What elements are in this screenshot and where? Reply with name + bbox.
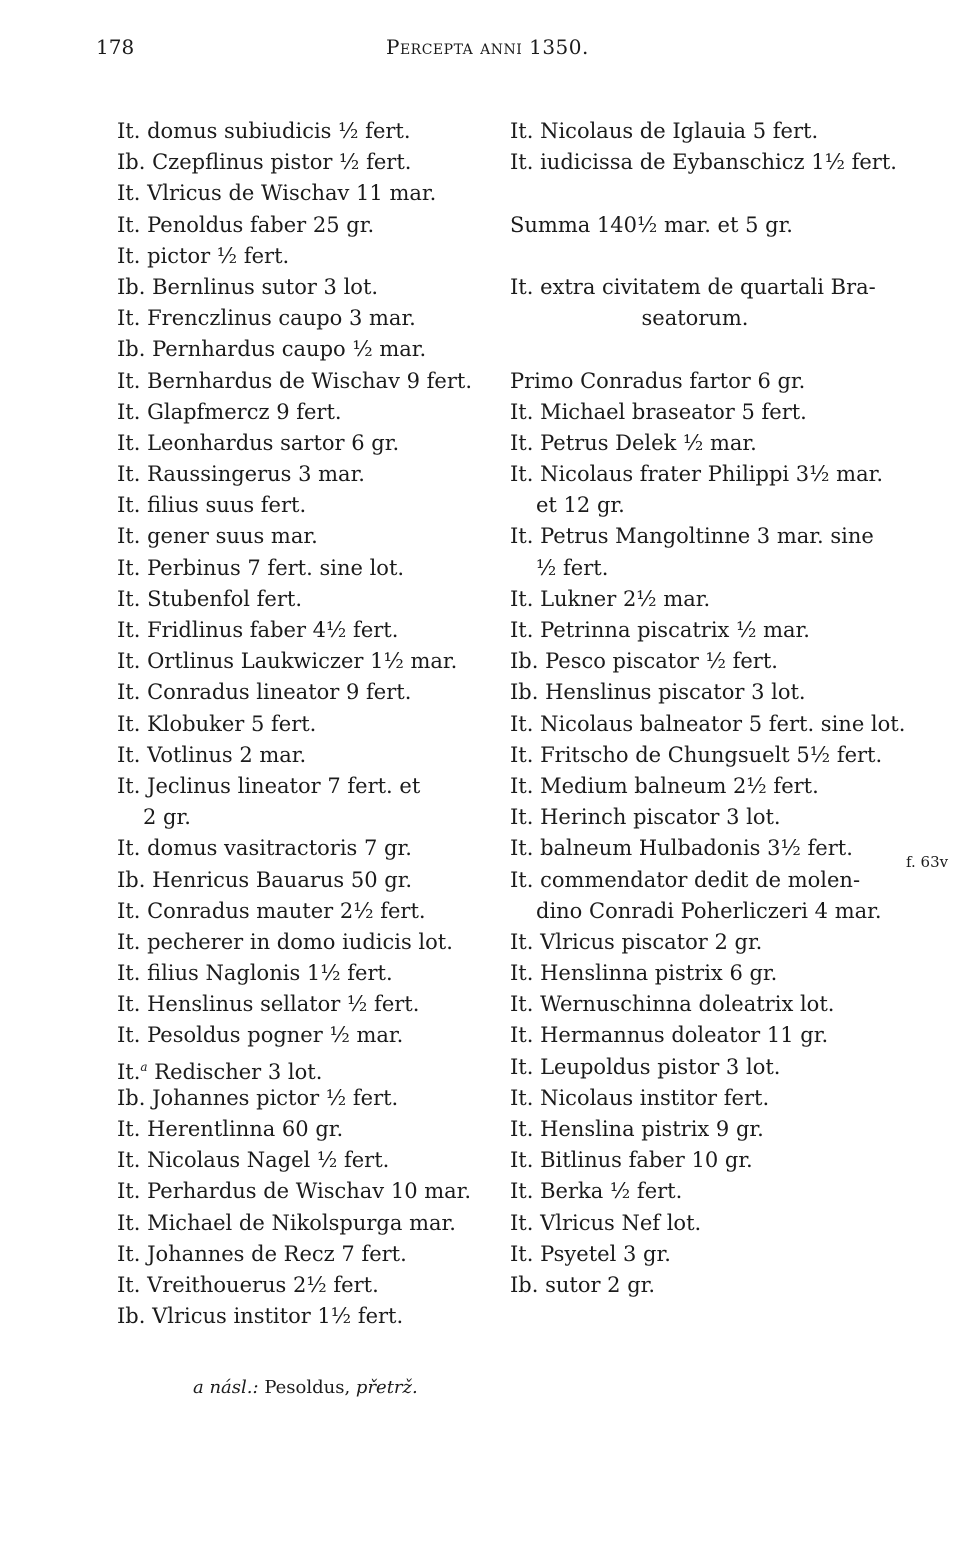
entry-line: It. Petrinna piscatrix ½ mar.	[510, 618, 810, 642]
entry-line: It. Michael braseator 5 fert.	[510, 399, 807, 424]
entry-line: It. iudicissa de Eybanschicz 1½ fert.	[510, 150, 897, 175]
entry-line: It. Wernuschinna doleatrix lot.	[510, 992, 835, 1017]
entry-line: It. filius suus fert.	[117, 493, 307, 518]
entry-line: It. pictor ½ fert.	[117, 243, 290, 268]
margin-folio-note: f. 63v	[906, 853, 949, 871]
entry-line: Ib. sutor 2 gr.	[510, 1272, 656, 1297]
entry-line: It. Leonhardus sartor 6 gr.	[117, 430, 400, 455]
entry-line: It. Leupoldus pistor 3 lot.	[510, 1054, 781, 1079]
entry-line: dino Conradi Poherliczeri 4 mar.	[536, 898, 882, 923]
entry-line: It. Stubenfol fert.	[117, 586, 302, 611]
section-heading: It. extra civitatem de quartali Bra-	[510, 274, 876, 299]
entry-line: It. Votlinus 2 mar.	[117, 742, 307, 767]
entry-line: Primo Conradus fartor 6 gr.	[510, 368, 806, 393]
entry-line: Ib. Henslinus piscator 3 lot.	[510, 680, 806, 705]
entry-line: It. Fridlinus faber 4½ fert.	[117, 618, 399, 642]
entry-line: Ib. Johannes pictor ½ fert.	[117, 1085, 399, 1110]
entry-line: It. Perbinus 7 fert. sine lot.	[117, 555, 405, 580]
entry-line: et 12 gr.	[536, 493, 625, 518]
entry-line: It. Henslinna pistrix 6 gr.	[510, 961, 778, 986]
entry-text: Redischer 3 lot.	[154, 1059, 323, 1084]
entry-line: It. Raussingerus 3 mar.	[117, 462, 365, 487]
entry-line: It. domus vasitractoris 7 gr.	[117, 836, 412, 861]
entry-line: It. Vlricus piscator 2 gr.	[510, 929, 763, 954]
entry-line: Ib. Henricus Bauarus 50 gr.	[117, 867, 413, 892]
entry-line: It. gener suus mar.	[117, 524, 318, 549]
entry-line: It. domus subiudicis ½ fert.	[117, 119, 411, 143]
footnote-mark: a	[193, 1377, 204, 1398]
entry-line: It. Conradus lineator 9 fert.	[117, 680, 412, 705]
entry-line: It. filius Naglonis 1½ fert.	[117, 961, 393, 986]
entry-line: It. Vlricus de Wischav 11 mar.	[117, 181, 437, 206]
entry-line: It. Medium balneum 2½ fert.	[510, 773, 819, 798]
entry-line: It. Petrus Delek ½ mar.	[510, 430, 757, 455]
entry-line: It. Fritscho de Chungsuelt 5½ fert.	[510, 742, 883, 767]
entry-line: It. Vreithouerus 2½ fert.	[117, 1272, 379, 1297]
entry-line: It. Hermannus doleator 11 gr.	[510, 1023, 829, 1048]
entry-line: It. Henslinus sellator ½ fert.	[117, 992, 420, 1017]
entry-line: It. pecherer in domo iudicis lot.	[117, 929, 453, 954]
footnote-reference: a	[140, 1059, 148, 1074]
footnote-label: násl.:	[209, 1377, 259, 1398]
right-entries	[510, 366, 910, 1302]
entry-line: It. Berka ½ fert.	[510, 1179, 683, 1204]
page-number: 178	[96, 35, 135, 59]
entry-line: It. Nicolaus de Iglauia 5 fert.	[510, 119, 819, 143]
entry-line: It. Nicolaus frater Philippi 3½ mar.	[510, 462, 884, 487]
entry-line: It. Lukner 2½ mar.	[510, 586, 711, 611]
entry-line: It. Psyetel 3 gr.	[510, 1241, 671, 1266]
entry-line: It. Ortlinus Laukwiczer 1½ mar.	[117, 649, 458, 674]
entry-line	[117, 1052, 507, 1083]
entry-line: Ib. Pesco piscator ½ fert.	[510, 649, 778, 674]
entry-line: It. Nicolaus institor fert.	[510, 1085, 770, 1110]
footnote	[193, 1376, 418, 1400]
entry-line: Ib. Czepflinus pistor ½ fert.	[117, 150, 412, 175]
entry-line: It. Nicolaus balneator 5 fert. sine lot.	[510, 711, 906, 736]
entry-line: 2 gr.	[143, 805, 191, 830]
entry-line: It. Herinch piscator 3 lot.	[510, 805, 781, 830]
entry-line: It. Nicolaus Nagel ½ fert.	[117, 1148, 390, 1173]
left-column	[117, 116, 507, 1332]
entry-line: It. balneum Hulbadonis 3½ fert.	[510, 836, 853, 861]
entry-line: It. Vlricus Nef lot.	[510, 1210, 702, 1235]
running-head: Percepta anni 1350.	[386, 35, 589, 59]
entry-line: Ib. Bernlinus sutor 3 lot.	[117, 274, 379, 299]
entry-line: Ib. Vlricus institor 1½ fert.	[117, 1304, 404, 1329]
footnote-note: přetrž.	[355, 1377, 418, 1398]
entry-line: It. Jeclinus lineator 7 fert. et	[117, 773, 421, 798]
entry-line: It. Pesoldus pogner ½ mar.	[117, 1023, 404, 1048]
entry-line: It. Michael de Nikolspurga mar.	[117, 1210, 456, 1235]
entry-line: It. Petrus Mangoltinne 3 mar. sine	[510, 524, 874, 549]
entry-line: It. Conradus mauter 2½ fert.	[117, 898, 426, 923]
entry-line: ½ fert.	[536, 555, 609, 580]
footnote-word: Pesoldus,	[264, 1377, 351, 1398]
entry-line: It. Bernhardus de Wischav 9 fert.	[117, 368, 473, 393]
entry-line: It. Henslina pistrix 9 gr.	[510, 1117, 764, 1141]
entry-line: It. Penoldus faber 25 gr.	[117, 212, 375, 237]
section-heading-continuation: seatorum.	[641, 306, 749, 331]
entry-line: Ib. Pernhardus caupo ½ mar.	[117, 337, 427, 362]
summa-line: Summa 140½ mar. et 5 gr.	[510, 212, 793, 237]
entry-line: It. Glapfmercz 9 fert.	[117, 399, 342, 424]
entry-line: It. commendator dedit de molen-	[510, 867, 861, 892]
entry-line: It. Johannes de Recz 7 fert.	[117, 1241, 407, 1266]
entry-line: It. Bitlinus faber 10 gr.	[510, 1148, 753, 1173]
entry-line: It. Klobuker 5 fert.	[117, 711, 317, 736]
entry-prefix: It.	[117, 1059, 141, 1084]
entry-line: It. Perhardus de Wischav 10 mar.	[117, 1179, 472, 1204]
entry-line: It. Frenczlinus caupo 3 mar.	[117, 306, 416, 331]
entry-line: It. Herentlinna 60 gr.	[117, 1117, 344, 1141]
right-column	[510, 116, 910, 1301]
